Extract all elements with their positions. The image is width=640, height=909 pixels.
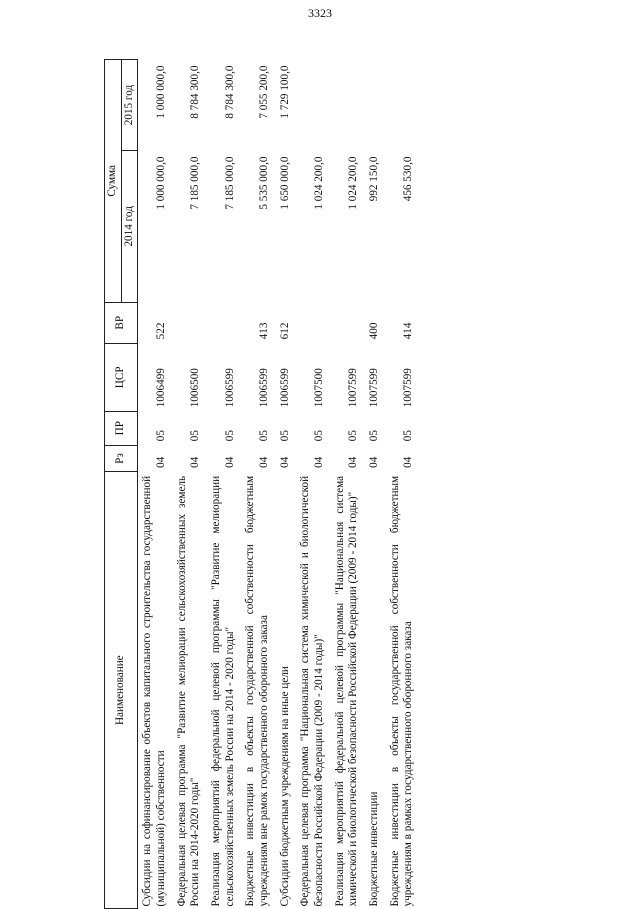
- row-csr: 1007599: [367, 368, 380, 408]
- row-rz: 04: [223, 456, 236, 468]
- row-amount-2014: 7 185 000,0: [189, 156, 202, 210]
- page-number: 3323: [308, 6, 332, 20]
- row-amount-2015: 7 055 200,0: [257, 65, 270, 119]
- row-amount-2015: 1 000 000,0: [154, 65, 167, 119]
- row-amount-2014: 7 185 000,0: [223, 156, 236, 210]
- header-csr: ЦСР: [105, 343, 138, 411]
- row-vr: [296, 302, 330, 343]
- row-amount-2014: 1 024 200,0: [312, 156, 325, 210]
- budget-table: [104, 59, 420, 909]
- row-vr: 400: [367, 322, 380, 340]
- row-vr: 413: [257, 322, 270, 340]
- row-vr: [331, 302, 365, 343]
- row-csr: 1007599: [347, 368, 360, 408]
- table-row: [207, 60, 241, 909]
- header-pr: ПР: [105, 411, 138, 445]
- row-pr: 05: [367, 430, 380, 442]
- table-header: [105, 60, 138, 909]
- budget-table-rotated: [104, 59, 534, 909]
- table-row: [331, 60, 365, 909]
- header-year-2014: 2014 год: [121, 151, 138, 303]
- row-amount-2015: 1 729 100,0: [278, 65, 291, 119]
- row-pr: 05: [402, 430, 415, 442]
- table-row: [138, 60, 173, 909]
- row-name: Реализация мероприятий федеральной целевой программы "Развитие мелиорации сельскохозяйственных земель России на 2014 - 2020 годы": [209, 475, 236, 907]
- row-csr: 1007500: [312, 368, 325, 408]
- table-row: [386, 60, 420, 909]
- table-row: [276, 60, 297, 909]
- row-pr: 05: [347, 430, 360, 442]
- row-amount-2014: 5 535 000,0: [257, 156, 270, 210]
- row-pr: 05: [257, 430, 270, 442]
- row-amount-2014: 456 530,0: [402, 156, 415, 202]
- row-amount-2014: 992 150,0: [367, 156, 380, 202]
- row-amount-2015: [365, 60, 386, 151]
- header-name: Наименование: [105, 472, 138, 909]
- row-name: Бюджетные инвестиции в объекты государственной собственности бюджетным учреждениям в рамках государственного оборонного заказа: [388, 475, 415, 907]
- header-sum: Сумма: [105, 60, 122, 303]
- row-csr: 1006500: [189, 368, 202, 408]
- table-row: [296, 60, 330, 909]
- row-name: Субсидии на софинансирование объектов капитального строительства государственной (муниципальной) собственности: [141, 475, 167, 907]
- row-rz: 04: [154, 456, 167, 468]
- header-rz: Рз: [105, 445, 138, 472]
- row-name: Бюджетные инвестиции в объекты государственной собственности бюджетным учреждениям вне рамок государственного оборонного заказа: [244, 475, 270, 907]
- row-vr: 612: [278, 322, 291, 340]
- row-csr: 1007599: [402, 368, 415, 408]
- table-row: [173, 60, 207, 909]
- row-name: Реализация мероприятий федеральной целевой программы "Национальная система химической и биологической безопасности Российской Федерации (2009 - 2014 годы)": [333, 475, 360, 907]
- row-csr: 1006599: [278, 368, 291, 408]
- row-amount-2015: [296, 60, 330, 151]
- table-body: [138, 60, 420, 909]
- row-csr: 1006499: [154, 368, 167, 408]
- row-rz: 04: [347, 456, 360, 468]
- row-amount-2015: [331, 60, 365, 151]
- row-vr: [173, 302, 207, 343]
- row-rz: 04: [367, 456, 380, 468]
- row-amount-2015: 8 784 300,0: [223, 65, 236, 119]
- header-year-2015: 2015 год: [121, 60, 138, 151]
- table-row: [365, 60, 386, 909]
- row-amount-2014: 1 650 000,0: [278, 156, 291, 210]
- row-vr: [207, 302, 241, 343]
- row-name: Субсидии бюджетным учреждениям на иные цели: [278, 666, 291, 907]
- table-row: [241, 60, 275, 909]
- header-vr: ВР: [105, 302, 138, 343]
- row-csr: 1006599: [257, 368, 270, 408]
- row-rz: 04: [402, 456, 415, 468]
- row-vr: 414: [402, 322, 415, 340]
- row-amount-2015: 8 784 300,0: [189, 65, 202, 119]
- row-pr: 05: [312, 430, 325, 442]
- row-pr: 05: [278, 430, 291, 442]
- row-rz: 04: [278, 456, 291, 468]
- row-name: Федеральная целевая программа "Развитие мелиорации сельскохозяйственных земель России на 2014-2020 годы": [175, 475, 202, 907]
- row-pr: 05: [154, 430, 167, 442]
- row-amount-2015: [386, 60, 420, 151]
- row-vr: 522: [154, 322, 167, 340]
- row-rz: 04: [189, 456, 202, 468]
- row-rz: 04: [312, 456, 325, 468]
- row-amount-2014: 1 024 200,0: [347, 156, 360, 210]
- row-pr: 05: [189, 430, 202, 442]
- row-rz: 04: [257, 456, 270, 468]
- row-name: Бюджетные инвестиции: [367, 791, 380, 907]
- row-csr: 1006599: [223, 368, 236, 408]
- row-amount-2014: 1 000 000,0: [154, 156, 167, 210]
- row-name: Федеральная целевая программа "Национальная система химической и биологической безопасности Российской Федерации (2009 - 2014 годы)": [299, 475, 325, 907]
- row-pr: 05: [223, 430, 236, 442]
